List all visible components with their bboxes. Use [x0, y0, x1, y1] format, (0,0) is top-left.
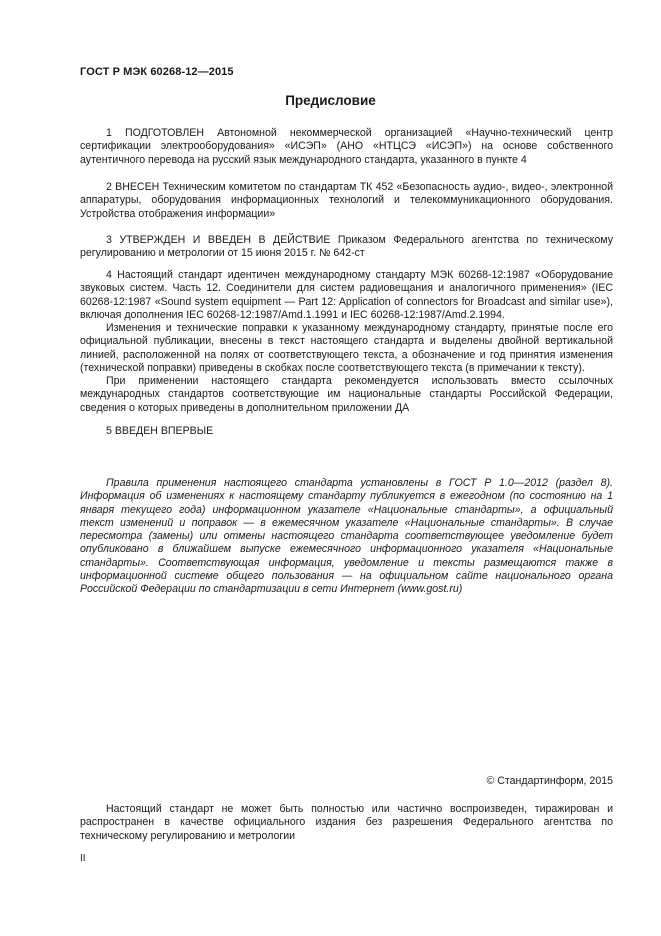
paragraph-reproduction-restriction: Настоящий стандарт не может быть полностью или частично воспроизведен, тиражирован и распространен в качестве официального издания без разрешения Федерального агентства по техническому регулированию и метрологии — [80, 803, 613, 842]
paragraph-usage-rules-notice: Правила применения настоящего стандарта установлены в ГОСТ Р 1.0—2012 (раздел 8). Информация об изменениях к настоящему стандарту публикуется в ежегодном (по состоянию на 1 января текущего года) информационном указателе «Национальные стандарты», а официальный текст изменений и поправок — в ежемесячном указателе «Национальные стандарты». В случае пересмотра (замены) или отмены настоящего стандарта соответствующее уведомление будет опубликовано в ближайшем выпуске ежемесячного информационного указателя «Национальные стандарты». Соответствующая информация, уведомление и тексты размещаются также в информационной системе общего пользования — на официальном сайте национального органа Российской Федерации по стандартизации в сети Интернет (www.gost.ru) — [80, 477, 613, 596]
paragraph-approved: 3 УТВЕРЖДЕН И ВВЕДЕН В ДЕЙСТВИЕ Приказом Федерального агентства по техническому регулированию и метрологии от 15 июня 2015 г. № 642-ст — [80, 234, 613, 260]
document-code-header: ГОСТ Р МЭК 60268-12—2015 — [80, 66, 234, 78]
paragraph-prepared-by: 1 ПОДГОТОВЛЕН Автономной некоммерческой организацией «Научно-технический центр сертификации электрооборудования» «ИСЭП» (АНО «НТЦСЭ «ИСЭП») на основе собственного аутентичного перевода на русский язык международного стандарта, указанного в пункте 4 — [80, 127, 613, 166]
copyright-notice: © Стандартинформ, 2015 — [486, 775, 613, 787]
paragraph-amendments: Изменения и технические поправки к указанному международному стандарту, принятые после его официальной публикации, внесены в текст настоящего стандарта и выделены двойной вертикальной линией, расположенной на полях от соответствующего текста, а обозначение и год принятия изменения (технической поправки) приведены в скобках после соответствующего текста (в примечании к тексту). — [80, 322, 613, 374]
paragraph-introduced-first: 5 ВВЕДЕН ВПЕРВЫЕ — [106, 425, 214, 437]
paragraph-references: При применении настоящего стандарта рекомендуется использовать вместо ссылочных международных стандартов соответствующие им национальные стандарты Российской Федерации, сведения о которых приведены в дополнительном приложении ДА — [80, 375, 613, 414]
page-title: Предисловие — [285, 93, 376, 108]
paragraph-identical-standard: 4 Настоящий стандарт идентичен международному стандарту МЭК 60268-12:1987 «Оборудование звуковых систем. Часть 12. Соединители для систем радиовещания и аналогичного применения» (IEC 60268-12:1987 «Sound system equipment — Part 12: Application of connectors for Broadcast and similar use»), включая дополнения IEC 60268-12:1987/Amd.1.1991 и IEC 60268-12:1987/Amd.2.1994. — [80, 269, 613, 321]
paragraph-introduced-by: 2 ВНЕСЕН Техническим комитетом по стандартам ТК 452 «Безопасность аудио-, видео-, электронной аппаратуры, оборудования информационных технологий и телекоммуникационного оборудования. Устройства отображения информации» — [80, 181, 613, 220]
page-number: II — [80, 853, 86, 864]
